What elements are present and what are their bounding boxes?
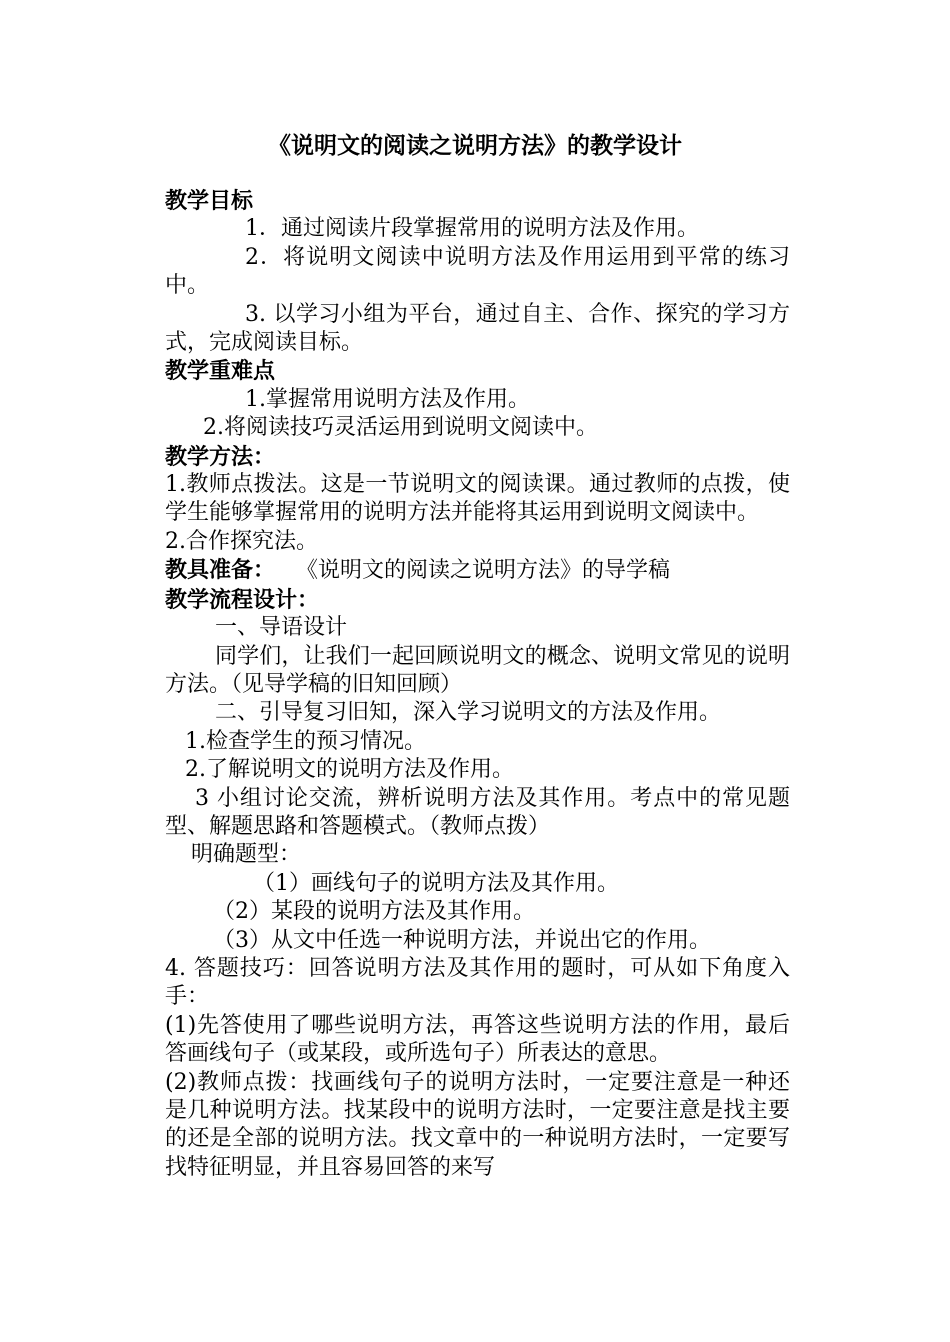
goal-item-2: 2．将说明文阅读中说明方法及作用运用到平常的练习中。 xyxy=(165,244,790,299)
key-point-item-2: 2.将阅读技巧灵活运用到说明文阅读中。 xyxy=(203,415,598,441)
process-line-5: 2.了解说明文的说明方法及作用。 xyxy=(185,757,514,783)
section-heading-goals: 教学目标 xyxy=(165,188,254,214)
key-point-item-1: 1.掌握常用说明方法及作用。 xyxy=(245,386,530,412)
process-line-2: 同学们，让我们一起回顾说明文的概念、说明文常见的说明方法。（见导学稿的旧知回顾） xyxy=(165,643,790,697)
section-heading-materials: 教具准备： xyxy=(165,557,276,584)
process-line-13: (2)教师点拨：找画线句子的说明方法时，一定要注意是一种还是几种说明方法。找某段中的说明方法时，一定要注意是找主要的还是全部的说明方法。找文章中的一种说明方法时，一定要写找特征明显，并且容易回答的来写 xyxy=(165,1069,790,1180)
document-body xyxy=(165,187,790,1182)
method-item-2: 2.合作探究法。 xyxy=(165,528,318,554)
process-line-10: （3）从文中任选一种说明方法，并说出它的作用。 xyxy=(213,927,711,953)
materials-text: 《说明文的阅读之说明方法》的导学稿 xyxy=(296,558,671,584)
section-heading-key-points: 教学重难点 xyxy=(165,358,276,385)
method-item-1: 1.教师点拨法。这是一节说明文的阅读课。通过教师的点拨，使学生能够掌握常用的说明方法并能将其运用到说明文阅读中。 xyxy=(165,472,790,526)
materials-line xyxy=(165,556,790,585)
section-heading-methods: 教学方法： xyxy=(165,443,276,470)
process-line-8: （1）画线句子的说明方法及其作用。 xyxy=(253,870,619,896)
process-line-1: 一、导语设计 xyxy=(215,615,348,641)
process-line-9: （2）某段的说明方法及其作用。 xyxy=(213,899,535,925)
process-line-7: 明确题型： xyxy=(191,842,302,868)
document-title: 《说明文的阅读之说明方法》的教学设计 xyxy=(268,132,682,159)
goal-item-3: 3. 以学习小组为平台，通过自主、合作、探究的学习方式，完成阅读目标。 xyxy=(165,301,790,356)
process-line-4: 1.检查学生的预习情况。 xyxy=(185,728,426,754)
process-line-12: (1)先答使用了哪些说明方法，再答这些说明方法的作用，最后答画线句子（或某段，或所选句子）所表达的意思。 xyxy=(165,1012,790,1067)
process-line-3: 二、引导复习旧知，深入学习说明文的方法及作用。 xyxy=(215,700,722,726)
section-heading-process: 教学流程设计： xyxy=(165,586,320,613)
process-line-6: 3 小组讨论交流，辨析说明方法及其作用。考点中的常见题型、解题思路和答题模式。（教师点拨） xyxy=(165,785,790,839)
process-line-11: 4. 答题技巧：回答说明方法及其作用的题时，可从如下角度入手： xyxy=(165,955,790,1010)
goal-item-1: 1．通过阅读片段掌握常用的说明方法及作用。 xyxy=(245,216,699,242)
